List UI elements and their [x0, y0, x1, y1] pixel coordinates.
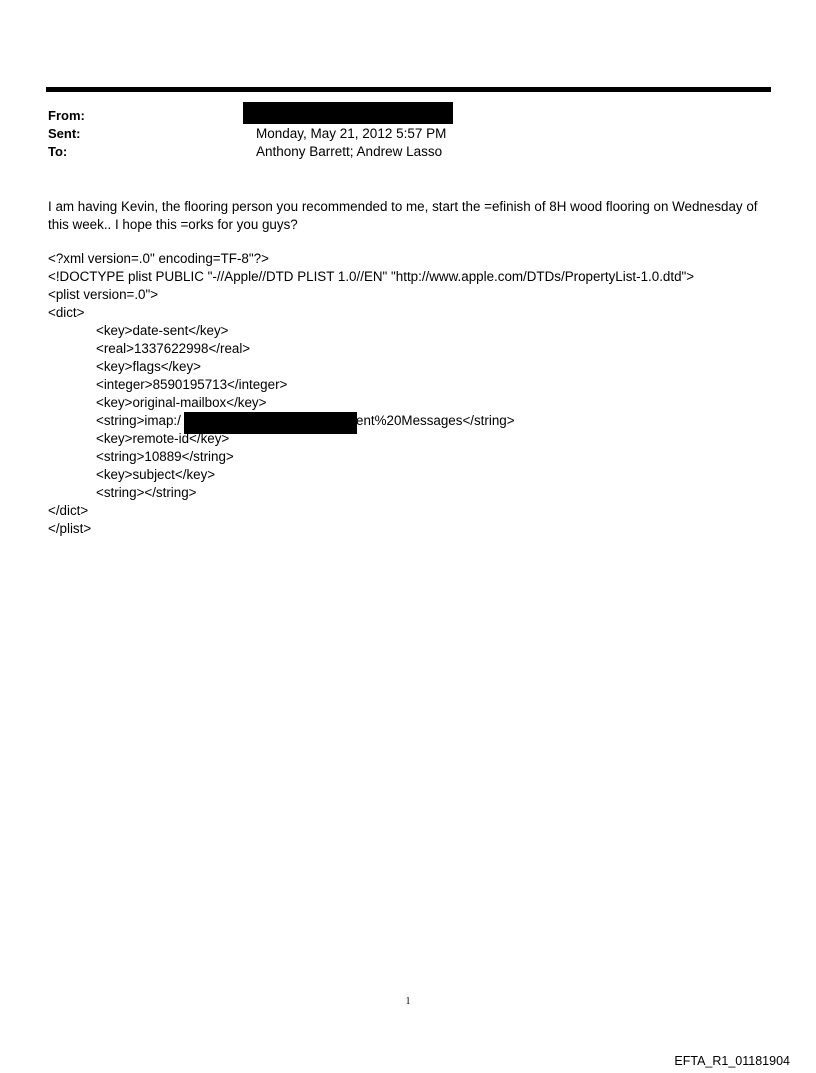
plist-line: <key>subject</key> [96, 467, 216, 482]
sent-label: Sent: [48, 126, 81, 141]
plist-line: <integer>8590195713</integer> [96, 377, 288, 392]
plist-line: <real>1337622998</real> [96, 341, 251, 356]
message-body: I am having Kevin, the flooring person you recommended to me, start the =efinish of 8H wood flooring on Wednesday of this week.. I hope this =orks for you guys? [48, 199, 758, 232]
plist-line: <!DOCTYPE plist PUBLIC "-//Apple//DTD PLIST 1.0//EN" "http://www.apple.com/DTDs/PropertyList-1.0.dtd"> [48, 269, 695, 284]
plist-line: <key>flags</key> [96, 359, 201, 374]
from-label: From: [48, 108, 85, 123]
plist-line: <?xml version=.0" encoding=TF-8"?> [48, 251, 269, 266]
plist-line: ent%20Messages</string> [356, 413, 515, 428]
plist-line: <plist version=.0"> [48, 287, 159, 302]
plist-line: <dict> [48, 305, 85, 320]
to-label: To: [48, 144, 68, 159]
to-value: Anthony Barrett; Andrew Lasso [256, 144, 443, 159]
header-rule [46, 87, 771, 92]
plist-line: <string>10889</string> [96, 449, 234, 464]
plist-line: <string>imap:/ [96, 413, 181, 428]
plist-line: <string></string> [96, 485, 197, 500]
plist-line: <key>remote-id</key> [96, 431, 230, 446]
plist-line: </plist> [48, 521, 92, 536]
page-number: 1 [405, 996, 411, 1007]
sent-value: Monday, May 21, 2012 5:57 PM [256, 126, 447, 141]
plist-line: <key>original-mailbox</key> [96, 395, 267, 410]
plist-line: <key>date-sent</key> [96, 323, 229, 338]
bates-number: EFTA_R1_01181904 [674, 1054, 790, 1068]
redaction-box-from [243, 102, 453, 124]
plist-line: </dict> [48, 503, 89, 518]
